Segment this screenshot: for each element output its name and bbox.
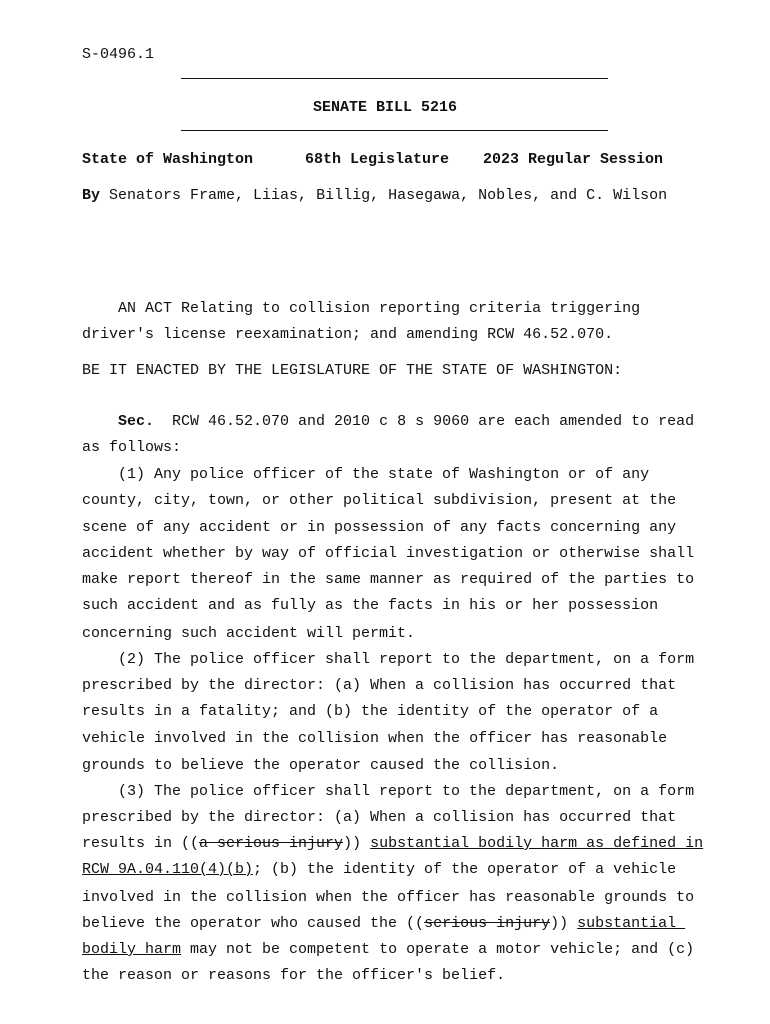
sub3-line-3-close: )) <box>343 835 371 852</box>
deleted-text: serious injury <box>424 915 551 932</box>
section-line-2: as follows: <box>82 439 182 456</box>
sub2-line-4: vehicle involved in the collision when the officer has reasonable <box>82 730 668 747</box>
sub3-line-6-close: )) <box>550 915 578 932</box>
sub3-line-4-rest: ; (b) the identity of the operator of a vehicle <box>253 861 677 878</box>
act-line-2: driver's license reexamination; and amending RCW 46.52.070. <box>82 326 614 343</box>
sub1-line-4: accident whether by way of official investigation or otherwise shall <box>82 545 695 562</box>
sub2-line-5: grounds to believe the operator caused the collision. <box>82 757 560 774</box>
sub3-line-6 <box>82 915 685 932</box>
sub3-line-4 <box>82 861 676 878</box>
sub3-line-5: involved in the collision when the officer has reasonable grounds to <box>82 889 695 906</box>
section-label: Sec. <box>118 413 155 430</box>
title-rule-top <box>181 78 608 79</box>
by-label: By <box>82 187 101 204</box>
inserted-text: bodily harm <box>82 941 182 958</box>
sub3-line-2: prescribed by the director: (a) When a collision has occurred that <box>82 809 677 826</box>
document-id: S-0496.1 <box>82 46 155 63</box>
deleted-text: a serious injury <box>199 835 344 852</box>
sub2-line-1: (2) The police officer shall report to the department, on a form <box>118 651 695 668</box>
sub3-line-3-lead: results in (( <box>82 835 200 852</box>
sub3-line-1: (3) The police officer shall report to the department, on a form <box>118 783 695 800</box>
sub3-line-3 <box>82 835 703 852</box>
inserted-text: RCW 9A.04.110(4)(b) <box>82 861 254 878</box>
sub3-line-8: the reason or reasons for the officer's belief. <box>82 967 506 984</box>
sub2-line-3: results in a fatality; and (b) the identity of the operator of a <box>82 703 659 720</box>
bill-title: SENATE BILL 5216 <box>312 99 458 116</box>
sub1-line-6: such accident and as fully as the facts in his or her possession <box>82 597 659 614</box>
sub3-line-7-rest: may not be competent to operate a motor vehicle; and (c) <box>181 941 695 958</box>
sub3-line-6-lead: believe the operator who caused the (( <box>82 915 425 932</box>
sub3-line-7 <box>82 941 694 958</box>
session-name: 2023 Regular Session <box>483 151 664 168</box>
inserted-text: substantial <box>577 915 686 932</box>
sub1-line-2: county, city, town, or other political subdivision, present at the <box>82 492 677 509</box>
inserted-text: substantial bodily harm as defined in <box>370 835 704 852</box>
state-name: State of Washington <box>82 151 254 168</box>
sub1-line-7: concerning such accident will permit. <box>82 625 416 642</box>
sub1-line-5: make report thereof in the same manner as required of the parties to <box>82 571 695 588</box>
sponsors: Senators Frame, Liias, Billig, Hasegawa, Nobles, and C. Wilson <box>109 187 668 204</box>
title-rule-bottom <box>181 130 608 131</box>
legislature-number: 68th Legislature <box>305 151 450 168</box>
section-line-1 <box>118 413 694 430</box>
act-line-1: AN ACT Relating to collision reporting criteria triggering <box>118 300 641 317</box>
sub2-line-2: prescribed by the director: (a) When a collision has occurred that <box>82 677 677 694</box>
enacting-clause: BE IT ENACTED BY THE LEGISLATURE OF THE STATE OF WASHINGTON: <box>82 362 623 379</box>
sponsors-line <box>82 187 667 204</box>
section-text: RCW 46.52.070 and 2010 c 8 s 9060 are each amended to read <box>172 413 695 430</box>
sub1-line-3: scene of any accident or in possession of any facts concerning any <box>82 519 677 536</box>
sub1-line-1: (1) Any police officer of the state of Washington or of any <box>118 466 650 483</box>
